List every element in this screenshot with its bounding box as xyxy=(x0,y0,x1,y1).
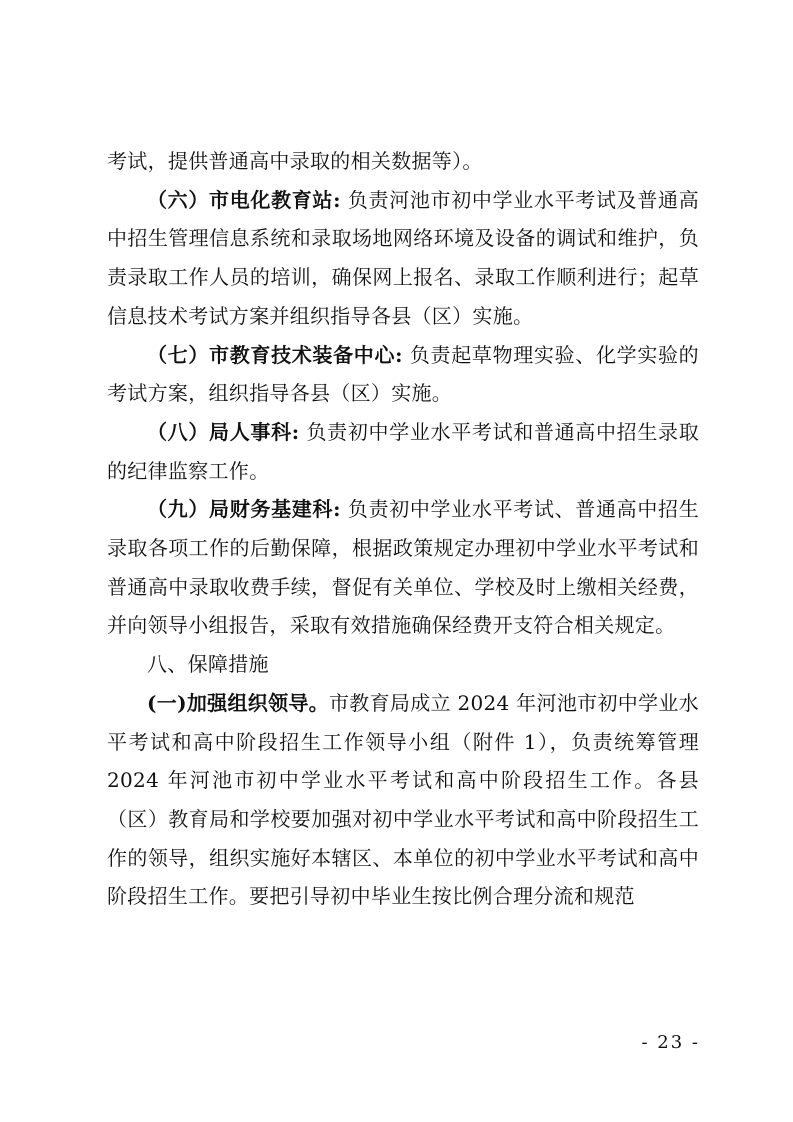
paragraph-heading: （八）局人事科: xyxy=(147,419,300,444)
section-heading-safeguards xyxy=(107,645,699,684)
document-body xyxy=(107,142,699,916)
paragraph-continuation xyxy=(107,142,699,181)
paragraph-text: 负责初中学业水平考试、普通高中招生录取各项工作的后勤保障，根据政策规定办理初中学业水平考试和普通高中录取收费手续，督促有关单位、学校及时上缴相关经费，并向领导小组报告，采取有效措施确保经费开支符合相关规定。 xyxy=(107,497,699,638)
paragraph-heading: （九）局财务基建科: xyxy=(147,497,341,522)
paragraph-organization-leadership xyxy=(107,684,699,916)
paragraph-text: 市教育局成立 2024 年河池市初中学业水平考试和高中阶段招生工作领导小组（附件 1），负责统筹管理 2024 年河池市初中学业水平考试和高中阶段招生工作。各县（区）教育局和学校要加强对初中学业水平考试和高中阶段招生工作的领导，组织实施好本辖区、本单位的初中学业水平考试和高中阶段招生工作。要把引导初中毕业生按比例合理分流和规范 xyxy=(107,690,699,909)
paragraph-heading: （六）市电化教育站: xyxy=(147,187,341,212)
paragraph-heading: (一)加强组织领导。 xyxy=(147,690,329,715)
section-heading-text: 八、保障措施 xyxy=(147,652,269,677)
paragraph-finance-section xyxy=(107,490,699,645)
paragraph-text: 负责起草物理实验、化学实验的考试方案，组织指导各县（区）实施。 xyxy=(107,342,699,406)
paragraph-e-learning-station xyxy=(107,181,699,336)
paragraph-equipment-center xyxy=(107,336,699,413)
paragraph-heading: （七）市教育技术装备中心: xyxy=(147,342,403,367)
page-number: - 23 - xyxy=(641,1032,700,1053)
paragraph-personnel-section xyxy=(107,413,699,490)
paragraph-text: 考试，提供普通高中录取的相关数据等）。 xyxy=(107,149,483,173)
paragraph-text: 负责河池市初中学业水平考试及普通高中招生管理信息系统和录取场地网络环境及设备的调试和维护，负责录取工作人员的培训，确保网上报名、录取工作顺利进行；起草信息技术考试方案并组织指导各县（区）实施。 xyxy=(107,187,699,328)
paragraph-text: 负责初中学业水平考试和普通高中招生录取的纪律监察工作。 xyxy=(107,419,699,483)
